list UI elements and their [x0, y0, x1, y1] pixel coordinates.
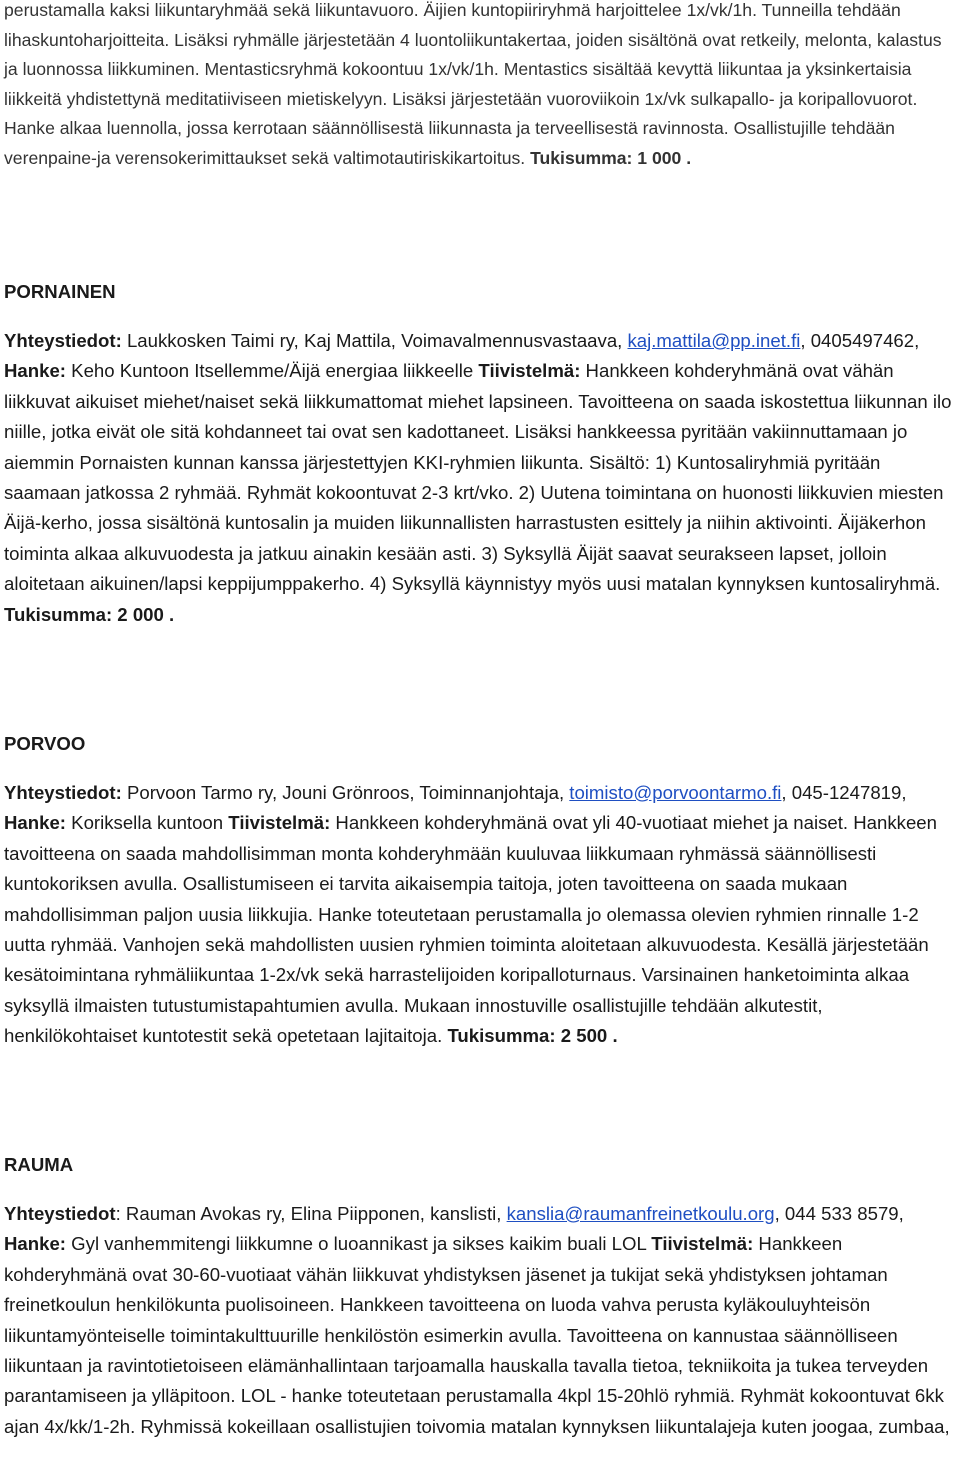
pornainen-phone: , 0405497462, — [800, 330, 920, 351]
intro-text: perustamalla kaksi liikuntaryhmää sekä liikuntavuoro. Äijien kuntopiiriryhmä harjoittelee 1x/vk/1h. Tunneilla tehdään lihaskuntoharjoitteita. Lisäksi ryhmälle järjestetään 4 luontoliikuntakertaa, joiden sisältönä ovat retkeily, melonta, kalastus ja luonnossa liikkuminen. Mentasticsryhmä kokoontuu 1x/vk/1h. Mentastics sisältää kevyttä liikuntaa ja yksinkertaisia liikkeitä yhdistettynä meditatiiviseen mietiskelyyn. Lisäksi järjestetään vuoroviikoin 1x/vk sulkapallo- ja koripallovuorot. Hanke alkaa luennolla, jossa kerrotaan säännöllisestä liikunnasta ja terveellisestä ravinnosta. Osallistujille tehdään verenpaine-ja verensokerimittaukset sekä valtimotautiriskikartoitus. — [4, 0, 942, 168]
porvoo-summary-label: Tiivistelmä: — [228, 812, 331, 834]
rauma-contact-label: Yhteystiedot — [4, 1203, 116, 1224]
rauma-contact-text: : Rauman Avokas ry, Elina Piipponen, kanslisti, — [115, 1203, 507, 1224]
rauma-email-link[interactable]: kanslia@raumanfreinetkoulu.org — [506, 1203, 775, 1224]
rauma-hanke-label: Hanke: — [4, 1233, 67, 1255]
pornainen-email-link[interactable]: kaj.mattila@pp.inet.fi — [627, 330, 801, 351]
rauma-phone: , 044 533 8579, — [774, 1203, 904, 1224]
rauma-paragraph — [4, 1199, 952, 1442]
porvoo-hanke-label: Hanke: — [4, 812, 67, 834]
porvoo-summary-text: Hankkeen kohderyhmänä ovat yli 40-vuotiaat miehet ja naiset. Hankkeen tavoitteena on saada mahdollisimman monta kohderyhmään kuuluvaa liikkumaan ryhmässä säännöllisesti kuntokoriksen avulla. Osallistumiseen ei tarvita aikaisempia taitoja, joten tavoitteena on saada mukaan mahdollisimman paljon uusia liikkujia. Hanke toteutetaan perustamalla jo olemassa olevien ryhmien rinnalle 1-2 uutta ryhmää. Vanhojen sekä mahdollisten uusien ryhmien toiminta aloitetaan alkuvuodesta. Kesällä järjestetään kesätoimintana ryhmäliikuntaa 1-2x/vk sekä harrastelijoiden koripalloturnaus. Varsinainen hanketoiminta alkaa syksyllä ilmaisten tutustumistapahtumien avulla. Mukaan innostuville osallistujille tehdään alkutestit, henkilökohtaiset kuntotestit sekä opetetaan lajitaitoja. — [4, 812, 937, 1047]
intro-paragraph — [4, 0, 952, 174]
porvoo-contact-text: Porvoon Tarmo ry, Jouni Grönroos, Toiminnanjohtaja, — [121, 782, 570, 803]
intro-tukisumma-label: Tukisumma: — [530, 147, 633, 168]
section-heading-porvoo: PORVOO — [4, 733, 86, 754]
rauma-hanke-text: Gyl vanhemmitengi liikkumne o luoannikast ja sikses kaikim buali LOL — [66, 1233, 652, 1255]
pornainen-tukisumma-value: 2 000 . — [112, 603, 175, 625]
porvoo-paragraph — [4, 778, 952, 1052]
pornainen-summary-label: Tiivistelmä: — [478, 360, 581, 382]
porvoo-email-link[interactable]: toimisto@porvoontarmo.fi — [569, 782, 782, 803]
porvoo-hanke-text: Koriksella kuntoon — [66, 812, 229, 834]
pornainen-contact-text: Laukkosken Taimi ry, Kaj Mattila, Voimavalmennusvastaava, — [121, 330, 628, 351]
rauma-summary-label: Tiivistelmä: — [651, 1233, 754, 1255]
rauma-summary-text: Hankkeen kohderyhmänä ovat 30-60-vuotiaat vähän liikkuvat yhdistyksen jäsenet ja tukijat sekä yhdistyksen johtaman freinetkoulun henkilökunta puolisoineen. Hankkeen tavoitteena on luoda vahva perusta kyläkouluyhteisön liikuntamyönteiselle toimintakulttuurille henkilöstön esimerkin avulla. Tavoitteena on kannustaa säännölliseen liikuntaan ja ravintotietoiseen elämänhallintaan tarjoamalla hauskalla tavalla tietoa, tekniikoita ja tukea terveyden parantamiseen ja ylläpitoon. LOL - hanke toteutetaan perustamalla 4kpl 15-20hlö ryhmiä. Ryhmät kokoontuvat 6kk ajan 4x/kk/1-2h. Ryhmissä kokeillaan osallistujien toivomia matalan kynnyksen liikuntalajeja kuten joogaa, zumbaa, — [4, 1233, 950, 1437]
pornainen-paragraph — [4, 326, 952, 630]
porvoo-tukisumma-label: Tukisumma: — [447, 1025, 556, 1047]
pornainen-hanke-label: Hanke: — [4, 360, 67, 382]
porvoo-contact-label: Yhteystiedot: — [4, 782, 122, 803]
section-heading-pornainen: PORNAINEN — [4, 281, 116, 302]
pornainen-contact-label: Yhteystiedot: — [4, 330, 122, 351]
pornainen-tukisumma-label: Tukisumma: — [4, 603, 113, 625]
pornainen-hanke-text: Keho Kuntoon Itsellemme/Äijä energiaa liikkeelle — [66, 360, 479, 382]
section-heading-rauma: RAUMA — [4, 1154, 74, 1175]
pornainen-summary-text: Hankkeen kohderyhmänä ovat vähän liikkuvat aikuiset miehet/naiset sekä liikkumattomat miehet lapsineen. Tavoitteena on saada iskostettua liikunnan ilo niille, jotka eivät ole sitä kohdanneet tai ovat sen kadottaneet. Lisäksi hankkeessa pyritään vakiinnuttamaan jo aiemmin Pornaisten kunnan kanssa järjestettyjen KKI-ryhmien liikunta. Sisältö: 1) Kuntosaliryhmiä pyritään saamaan jatkossa 2 ryhmää. Ryhmät kokoontuvat 2-3 krt/vko. 2) Uutena toimintana on huonosti liikkuvien miesten Äijä-kerho, jossa sisältönä kuntosalin ja muiden liikunnallisten harrastusten esittely ja niihin aktivointi. Äijäkerhon toiminta alkaa alkuvuodesta ja jatkuu ainakin kesään asti. 3) Syksyllä Äijät saavat seurakseen lapset, jolloin aloitetaan aikuinen/lapsi keppijumppakerho. 4) Syksyllä käynnistyy myös uusi matalan kynnyksen kuntosaliryhmä. — [4, 360, 952, 595]
intro-tukisumma-value: 1 000 . — [632, 147, 692, 168]
porvoo-phone: , 045-1247819, — [781, 782, 907, 803]
porvoo-tukisumma-value: 2 500 . — [555, 1025, 618, 1047]
